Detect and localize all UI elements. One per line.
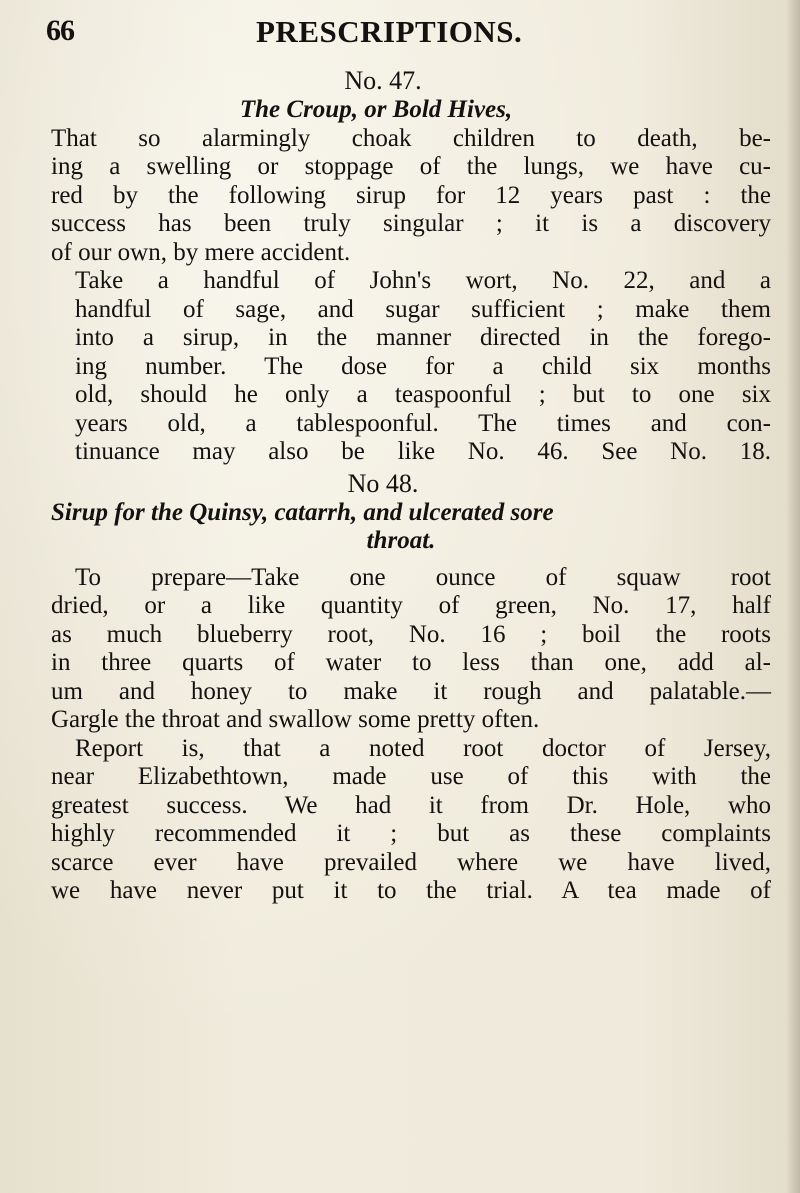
paragraph [51,564,771,735]
text-line: To prepare—Take one ounce of squaw root [75,563,771,591]
text-line: greatest success. We had it from Dr. Hole, who [51,791,771,819]
running-head: PRESCRIPTIONS. [256,14,523,49]
paragraph [51,267,771,467]
page-header [46,14,786,54]
text-line: Take a handful of John's wort, No. 22, and a [75,267,771,294]
recipe-number: No 48. [347,468,419,498]
text-line: years old, a tablespoonful. The times and con- [75,409,771,437]
text-line: Report is, that a noted root doctor of Jersey, [75,734,771,762]
recipe-title: The Croup, or Bold Hives, [239,96,513,123]
recipe-47 [51,66,771,467]
text-line: handful of sage, and sugar sufficient ; make them [75,295,771,323]
text-line: as much blueberry root, No. 16 ; boil the roots [51,620,771,648]
recipe-number: No. 47. [344,66,422,95]
recipe-48 [51,469,771,906]
page-body [51,56,771,906]
text-line: ing a swelling or stoppage of the lungs, we have cu- [51,153,771,180]
text-line: tinuance may also be like No. 46. See No. 18. [75,438,771,465]
text-line: scarce ever have prevailed where we have lived, [51,848,771,876]
text-line: in three quarts of water to less than one, add al- [51,649,771,676]
text-line: red by the following sirup for 12 years past : the [51,181,771,209]
text-line: Gargle the throat and swallow some pretty often. [51,706,540,733]
text-line: um and honey to make it rough and palatable.— [51,677,771,705]
recipe-title-continued: throat. [366,527,436,554]
text-line: That so alarmingly choak children to death, be- [51,124,771,152]
text-line: dried, or a like quantity of green, No. 17, half [51,592,771,619]
text-line: near Elizabethtown, made use of this with the [51,763,771,790]
text-line: highly recommended it ; but as these complaints [51,820,771,847]
text-line: success has been truly singular ; it is a discovery [51,210,771,237]
page-number: 66 [46,14,74,47]
text-line: into a sirup, in the manner directed in the forego- [75,324,771,351]
text-line: ing number. The dose for a child six months [75,352,771,380]
paragraph [51,125,771,268]
text-line: of our own, by mere accident. [51,238,351,266]
page-edge-shadow [786,0,800,1193]
text-line: old, should he only a teaspoonful ; but to one six [75,381,771,408]
recipe-title: Sirup for the Quinsy, catarrh, and ulcerated sore [51,498,554,526]
text-line: we have never put it to the trial. A tea made of [51,877,771,904]
paragraph [51,735,771,906]
